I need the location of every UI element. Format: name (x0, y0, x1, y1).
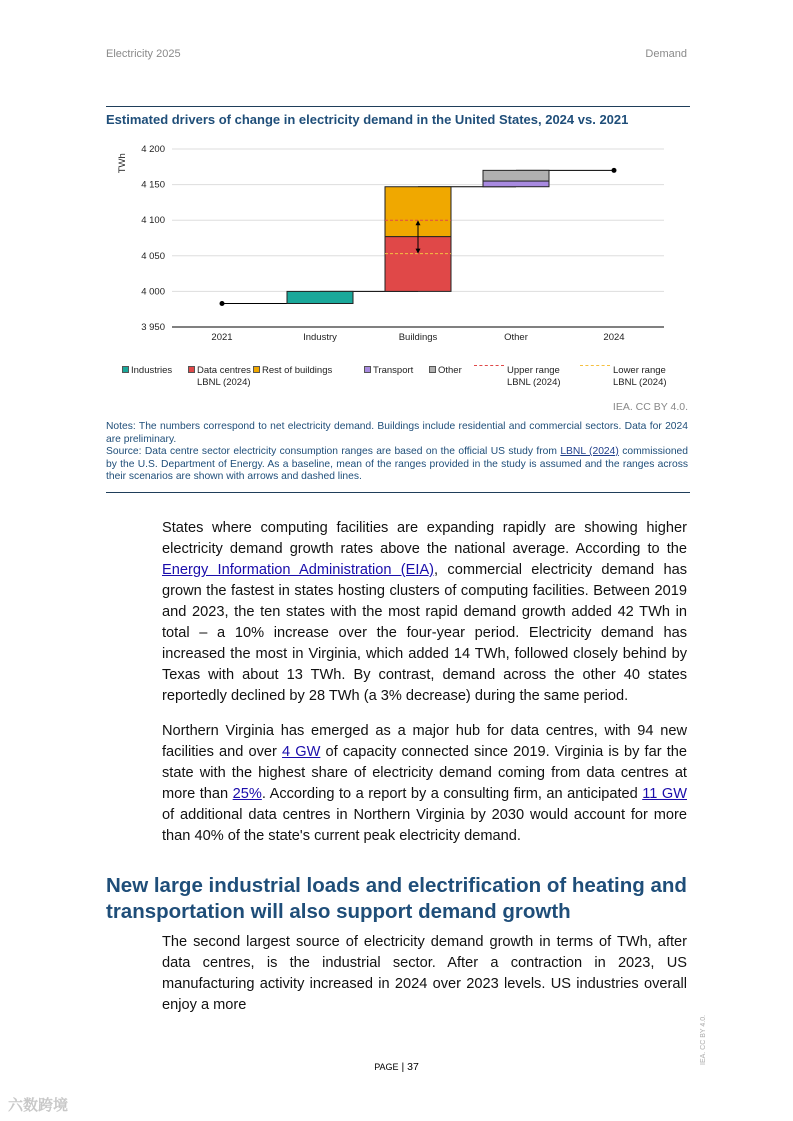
figure-title: Estimated drivers of change in electricity demand in the United States, 2024 vs. 2021 (106, 112, 629, 127)
legend-item (580, 365, 667, 389)
legend-swatch (364, 366, 371, 373)
page-number: 37 (407, 1061, 419, 1073)
text-run: of capacity connected since 2019. Virginia is by far the state with the highest share of electricity demand coming from data centres at more than (162, 744, 687, 802)
legend-label: Industries (131, 365, 173, 376)
y-axis-label: TWh (117, 153, 128, 174)
legend-swatch (188, 366, 195, 373)
legend-label-line2: LBNL (2024) (613, 377, 667, 388)
legend-swatch (429, 366, 436, 373)
x-tick-label: Buildings (398, 332, 438, 343)
x-tick-label: Other (504, 332, 528, 343)
legend-item (122, 365, 172, 377)
notes-text: Notes: The numbers correspond to net electricity demand. Buildings include residential and commercial sectors. Data for 2024 are preliminary. (106, 421, 688, 445)
running-header-section: Demand (645, 48, 687, 60)
legend-label: Lower range (613, 365, 666, 376)
source-post: commissioned by the U.S. Department of Energy. As a baseline, mean of the ranges provided in the study is assumed and the ranges across their scenarios are shown with arrows and dashed lines. (106, 446, 688, 482)
legend-label: Rest of buildings (262, 365, 333, 376)
y-tick-label: 4 200 (141, 144, 165, 155)
waterfall-chart (106, 137, 690, 347)
x-tick-label: Industry (303, 332, 337, 343)
bar-transport (483, 181, 549, 187)
text-run: States where computing facilities are expanding rapidly are showing higher electricity demand growth rates above the national average. According to the (162, 520, 687, 557)
text-run: , commercial electricity demand has grown the fastest in states hosting clusters of computing facilities. Between 2019 and 2023, the ten states with the most rapid demand growth added 42 TWh in total – a 10% increase over the four-year period. Electricity demand has increased the most in Virginia, which added 14 TWh, followed closely behind by Texas with about 13 TWh. By contrast, demand across the other 40 states reportedly declined by 28 TWh (a 3% decrease) during the same period. (162, 562, 687, 704)
y-tick-label: 4 150 (141, 179, 165, 191)
text-run: Northern Virginia has emerged as a major hub for data centres, with 94 new facilities and over (162, 723, 687, 760)
side-license: IEA. CC BY 4.0. (700, 1014, 707, 1065)
legend-swatch (122, 366, 129, 373)
page-footer: PAGE | 37 (374, 1061, 419, 1073)
legend-label: Data centres (197, 365, 251, 376)
lbnl-link[interactable]: LBNL (2024) (560, 446, 619, 457)
figure (106, 106, 690, 493)
paragraph-northern-virginia (162, 721, 687, 847)
legend-item (253, 365, 332, 377)
y-tick-label: 4 000 (141, 286, 165, 298)
legend-item (429, 365, 462, 377)
inline-link[interactable]: 4 GW (282, 744, 321, 760)
source-pre: Source: Data centre sector electricity consumption ranges are based on the official US study from (106, 446, 561, 457)
text-run: of additional data centres in Northern Virginia by 2030 would account for more than 40% of the state's current peak electricity demand. (162, 807, 687, 844)
legend-label: Other (438, 365, 462, 376)
section-heading: New large industrial loads and electrification of heating and transportation will also support demand growth (106, 874, 687, 923)
bar-other (483, 170, 549, 181)
page-label: PAGE (374, 1062, 399, 1072)
inline-link[interactable]: 25% (232, 786, 262, 802)
source-text (106, 446, 688, 484)
figure-notes (106, 421, 688, 484)
text-run: . According to a report by a consulting firm, an anticipated (261, 786, 643, 802)
point-2021 (220, 301, 225, 306)
x-tick-label: 2021 (211, 332, 233, 343)
legend-item (364, 365, 413, 377)
inline-link[interactable]: Energy Information Administration (EIA) (162, 562, 435, 578)
legend-label: Transport (373, 365, 414, 376)
watermark-logo: 六数跨境 (8, 1097, 69, 1114)
legend-label: Upper range (507, 365, 560, 376)
point-2024 (612, 168, 617, 173)
legend-swatch (253, 366, 260, 373)
legend-label-line2: LBNL (2024) (197, 377, 251, 388)
running-header-title: Electricity 2025 (106, 48, 181, 60)
inline-link[interactable]: 11 GW (642, 786, 687, 802)
legend-item (474, 365, 561, 389)
legend-dash (474, 365, 504, 366)
paragraph-industrial: The second largest source of electricity demand growth in terms of TWh, after data centres, is the industrial sector. After a contraction in 2023, US manufacturing activity increased in 2024 over 2023 levels. US industries overall enjoy a more (162, 934, 687, 1013)
legend-item (188, 365, 251, 389)
legend-dash (580, 365, 610, 366)
y-tick-label: 3 950 (141, 322, 165, 333)
figure-credit: IEA. CC BY 4.0. (612, 401, 688, 413)
legend-label-line2: LBNL (2024) (507, 377, 561, 388)
bar-industries (287, 291, 353, 303)
y-tick-label: 4 050 (141, 250, 165, 262)
x-tick-label: 2024 (603, 332, 625, 343)
paragraph-data-centre-states (162, 518, 687, 707)
y-tick-label: 4 100 (141, 215, 165, 227)
